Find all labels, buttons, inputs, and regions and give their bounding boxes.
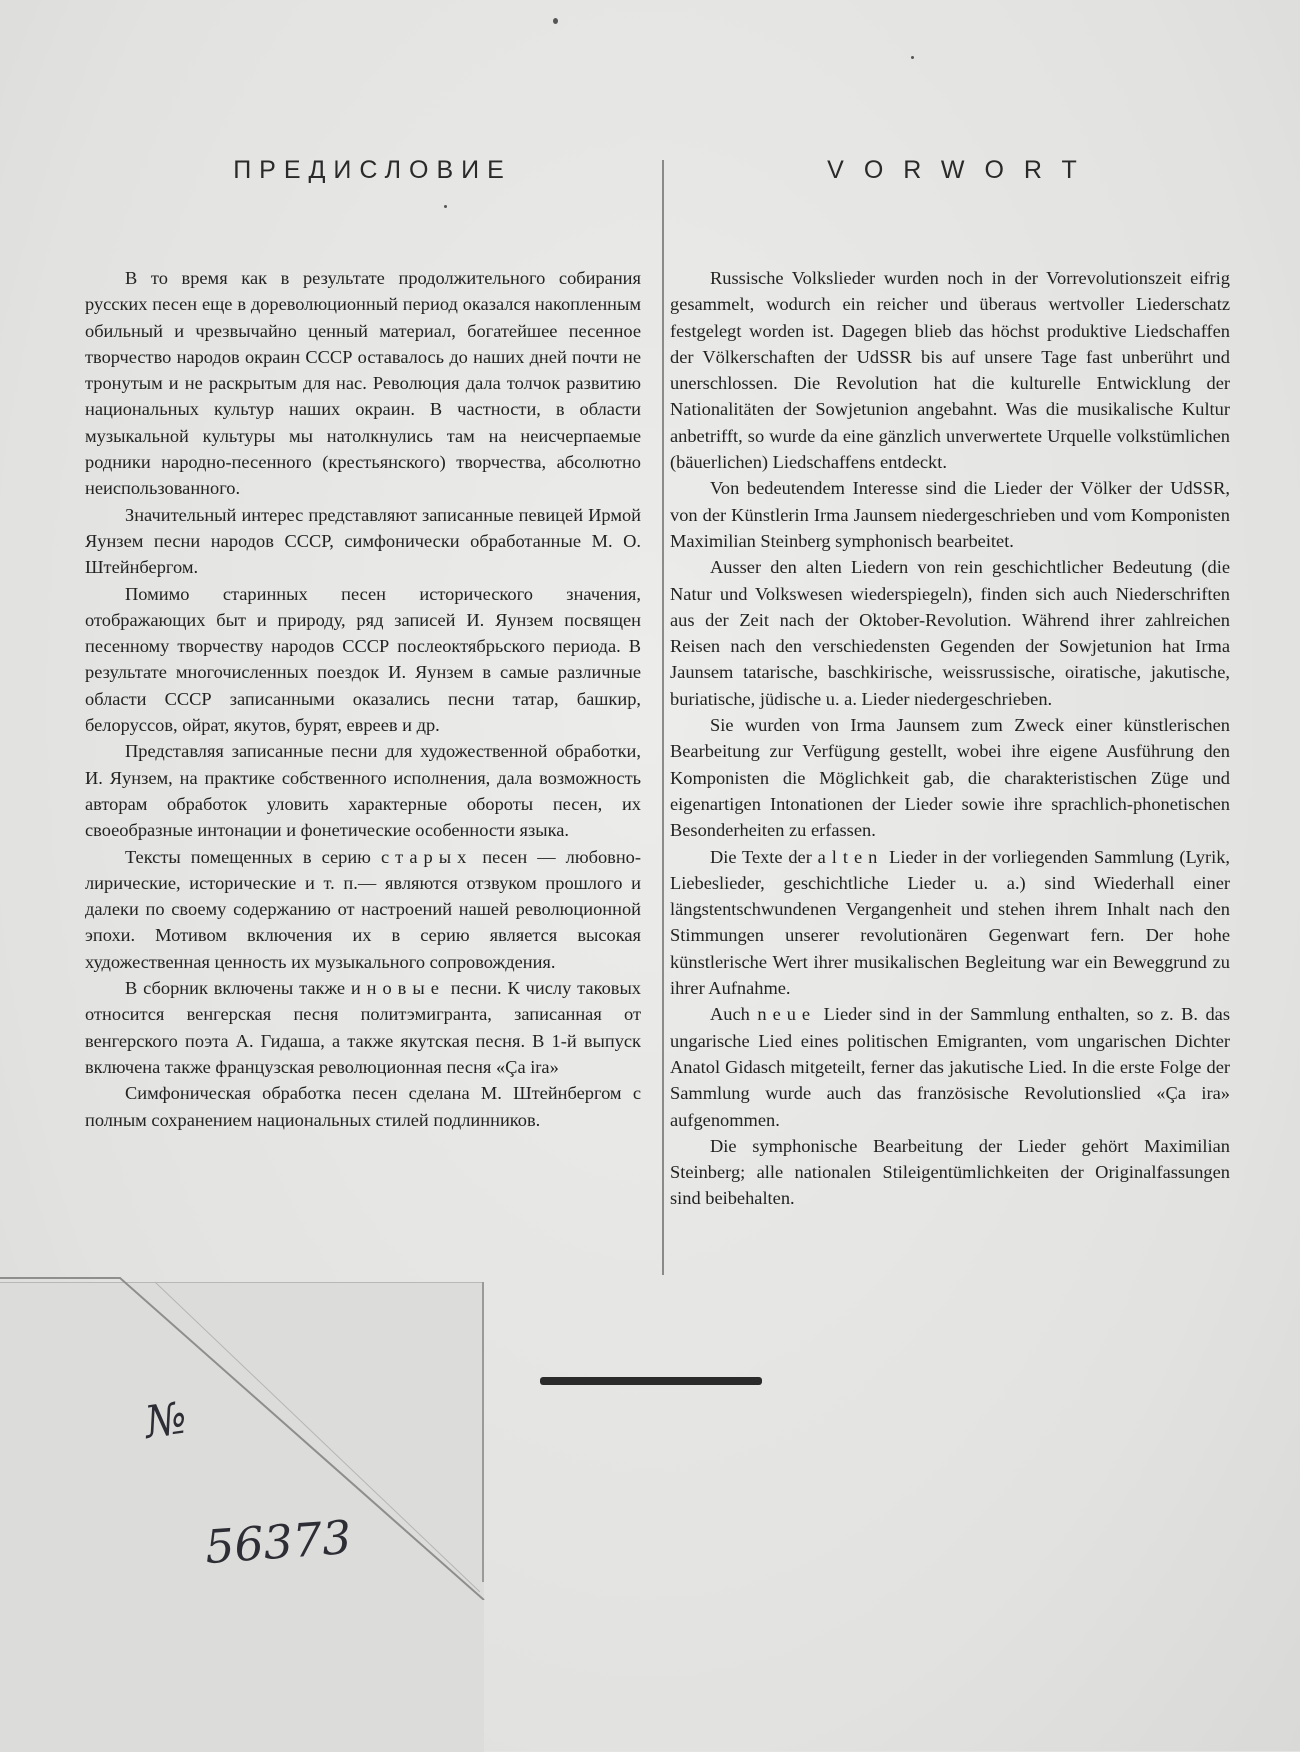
ru-p5-emphasis: старых (380, 846, 473, 867)
de-paragraph-2: Von bedeutendem Interesse sind die Lieder der Völker der UdSSR, von der Künstlerin Irma Jaunsem niedergeschrieben und vom Komponisten Maximilian Steinberg symphonisch bearbeitet. (670, 478, 1230, 551)
ru-paragraph-6 (85, 975, 641, 1080)
de-p5-end: Lieder in der vorliegenden Sammlung (Lyrik, Liebeslieder, geschichtliche Lieder u. a.) sind Wiederhall einer längstentschwundenen Vergangenheit und stehen ihrem Inhalt nach den Stimmungen unserer revolutionären Gegenwart fern. Der hohe künstlerische Wert ihrer musikalischen Begleitung war ein Beweggrund zu ihrer Aufnahme. (670, 846, 1230, 999)
de-paragraph-3: Ausser den alten Liedern von rein geschichtlicher Bedeutung (die Natur und Volkswesen wiederspiegeln), finden sich auch Niederschriften aus der Zeit nach der Oktober-Revolution. Während ihrer zahlreichen Reisen nach den verschiedensten Gegenden der Sowjetunion hat Irma Jaunsem tatarische, baschkirische, weissrussische, oiratische, jakutische, buriatische, jüdische u. a. Lieder niedergeschrieben. (670, 557, 1230, 709)
de-p6-start: Auch (710, 1004, 758, 1025)
title-german: VORWORT (827, 156, 1097, 184)
de-p6-end: Lieder sind in der Sammlung enthalten, so z. B. das ungarische Lied eines politischen Emigranten, vom ungarischen Dichter Anatol Gidasch mitgeteilt, ferner das jakutische Lied. In die erste Folge der Sammlung wurde auch das französische Revolutionslied «Ça ira» aufgenommen. (670, 1004, 1230, 1130)
ru-paragraph-3: Помимо старинных песен исторического значения, отображающих быт и природу, ряд записей И. Яунзем посвящен песенному творчеству народов СССР послеоктябрьского периода. В результате многочисленных поездок И. Яунзем в самые различные области СССР записанными оказались песни татар, башкир, белоруссов, ойрат, якутов, бурят, евреев и др. (85, 583, 641, 736)
de-p5-start: Die Texte der (710, 846, 818, 867)
decorative-rule (540, 1377, 762, 1385)
german-column (670, 265, 1230, 1212)
ru-paragraph-5 (85, 844, 641, 975)
ru-paragraph-4: Представляя записанные песни для художественной обработки, И. Яунзем, на практике собственного исполнения, дала возможность авторам обработок уловить характерные обороты песен, их своеобразные интонации и фонетические особенности языка. (85, 741, 641, 841)
ru-p5-end: песен — любовно-лирические, исторические и т. п.— являются отзвуком прошлого и далеки по своему содержанию от настроений нашей революционной эпохи. Мотивом включения их в серию является высокая художественная ценность их музыкального сопровождения. (85, 846, 641, 972)
ink-speck (553, 18, 558, 24)
ink-speck (444, 205, 447, 208)
de-paragraph-1: Russische Volkslieder wurden noch in der Vorrevolutionszeit eifrig gesammelt, wodurch ein reicher und überaus wertvoller Liederschatz festgelegt worden ist. Dagegen blieb das höchst produktive Liedschaffen der Völkerschaften der UdSSR bis auf unsere Tage fast unberührt und unerschlossen. Die Revolution hat die kulturelle Entwicklung der Nationalitäten der Sowjetunion angebahnt. Was die musikalische Kultur anbetrifft, so wurde da eine gänzlich unverwertete Urquelle volkstümlichen (bäuerlichen) Liedschaffens entdeckt. (670, 268, 1230, 473)
ru-p6-start: В сборник включены также и (125, 978, 367, 999)
de-paragraph-7: Die symphonische Bearbeitung der Lieder gehört Maximilian Steinberg; alle nationalen Stileigentümlichkeiten der Originalfassungen sind beibehalten. (670, 1135, 1230, 1209)
title-russian: ПРЕДИСЛОВИЕ (233, 156, 512, 184)
de-paragraph-4: Sie wurden von Irma Jaunsem zum Zweck einer künstlerischen Bearbeitung zur Verfügung gestellt, wobei ihre eigene Ausführung den Komponisten die Möglichkeit gab, die charakteristischen Züge und eigenartigen Intonationen der Lieder sowie ihre sprachlich-phonetischen Besonderheiten zu erfassen. (670, 715, 1230, 841)
de-p6-emphasis: neue (757, 1004, 817, 1025)
handwritten-mark: № (141, 1392, 190, 1449)
ru-p5-start: Тексты помещенных в серию (125, 846, 381, 867)
de-paragraph-5 (670, 844, 1230, 1002)
ru-paragraph-2: Значительный интерес представляют записанные певицей Ирмой Яунзем песни народов СССР, симфонически обработанные М. О. Штейнбергом. (85, 504, 641, 578)
ru-p6-emphasis: новые (366, 978, 445, 999)
ru-paragraph-7: Симфоническая обработка песен сделана М. Штейнбергом с полным сохранением национальных стилей подлинников. (85, 1083, 641, 1130)
russian-column (85, 265, 641, 1133)
handwritten-inventory-number: 56373 (203, 1509, 354, 1575)
column-divider (662, 160, 664, 1275)
ru-paragraph-1: В то время как в результате продолжительного собирания русских песен еще в дореволюционный период оказался накопленным обильный и чрезвычайно ценный материал, богатейшее песенное творчество народов окраин СССР оставалось до наших дней почти не тронутым и не раскрытым для нас. Революция дала толчок развитию национальных культур наших окраин. В частности, в области музыкальной культуры мы натолкнулись там на неисчерпаемые родники народно-песенного (крестьянского) творчества, абсолютно неиспользованного. (85, 268, 641, 499)
ink-speck (911, 56, 914, 59)
de-paragraph-6 (670, 1001, 1230, 1132)
ru-p6-end: песни. К числу таковых относится венгерская песня политэмигранта, записанная от венгерского поэта А. Гидаша, а также якутская песня. В 1-й выпуск включена также французская революционная песня «Ça ira» (85, 978, 641, 1077)
de-p5-emphasis: alten (817, 846, 884, 867)
